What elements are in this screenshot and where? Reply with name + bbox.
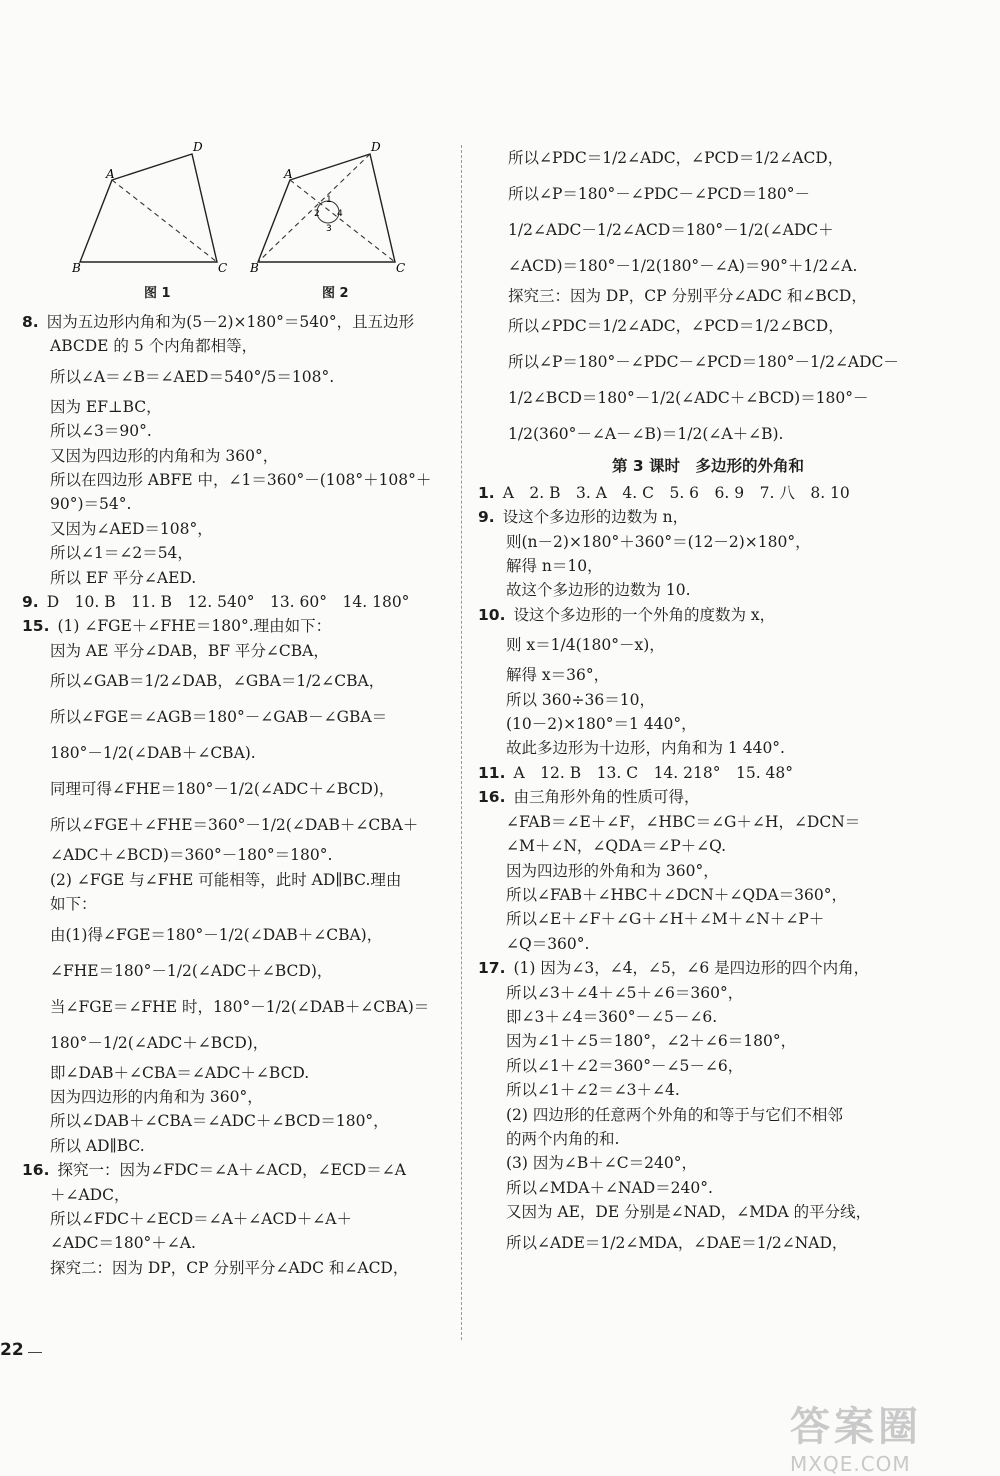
question-line [478,505,898,529]
answer-line [22,917,447,953]
question-line [22,614,447,638]
question-line [478,761,898,785]
question-number: 8. [22,313,39,331]
line-text: 所以∠PDC＝1/2∠ADC，∠PCD＝1/2∠ACD， [508,149,844,167]
answer-line [478,380,898,416]
question-number: 17. [478,959,506,978]
answer-line [478,1054,898,1078]
answer-line [478,554,898,578]
answer-line [22,492,447,516]
answer-line [478,176,898,212]
line-text: 因为 EF⊥BC， [50,397,162,416]
line-text: 90°)＝54°. [50,495,132,514]
answer-line [22,468,447,492]
line-text: 即∠DAB＋∠CBA＝∠ADC＋∠BCD. [50,1063,310,1082]
question-number: 16. [478,788,506,807]
line-text: ABCDE 的 5 个内角都相等， [50,337,258,356]
column-divider [461,145,462,1340]
line-text: (3) 因为∠B＋∠C＝240°， [506,1154,697,1173]
line-text: 如下： [50,895,97,914]
line-text: 所以∠1＋∠2＝360°－∠5－∠6， [506,1056,744,1075]
answer-line [22,843,447,867]
answer-line [22,953,447,989]
answer-line [22,334,447,358]
answer-line [22,359,447,395]
answer-line [22,868,447,892]
line-text: 所以∠PDC＝1/2∠ADC，∠PCD＝1/2∠BCD， [508,317,844,336]
angle-label-3: 3 [326,224,332,234]
line-text: ∠FAB＝∠E＋∠F，∠HBC＝∠G＋∠H，∠DCN＝ [506,812,861,831]
figure-row [22,140,447,310]
answer-line [478,344,898,380]
line-text: 所以∠3＝90°. [50,422,152,441]
answer-line [478,1200,898,1224]
question-number: 1. [478,483,495,502]
answer-line [22,1256,447,1280]
vertex-label-a: A [106,167,115,181]
right-column [478,140,898,1261]
question-line [478,603,898,627]
vertex-label-a: A [284,167,293,181]
question-line [22,1158,447,1182]
line-text: ∠ACD)＝180°－1/2(180°－∠A)＝90°＋1/2∠A. [508,257,858,275]
line-text: D 10. B 11. B 12. 540° 13. 60° 14. 180° [46,593,410,612]
answer-line [22,517,447,541]
answer-line [478,1225,898,1261]
line-text: 即∠3＋∠4＝360°－∠5－∠6. [506,1007,718,1026]
question-number: 9. [22,593,39,612]
line-text: 又因为 AE，DE 分别是∠NAD，∠MDA 的平分线， [506,1203,872,1222]
answer-line [478,663,898,687]
line-text: ∠M＋∠N，∠QDA＝∠P＋∠Q. [506,837,726,856]
answer-line [478,308,898,344]
question-number: 15. [22,617,50,636]
line-text: 解得 n＝10， [506,557,603,576]
line-text: (2) 四边形的任意两个外角的和等于与它们不相邻 [506,1105,843,1124]
answer-line [22,566,447,590]
answer-line [478,981,898,1005]
line-text: 1/2(360°－∠A－∠B)＝1/2(∠A＋∠B). [508,425,784,444]
line-text: 所以∠MDA＋∠NAD＝240°. [506,1178,713,1197]
answer-line [478,1078,898,1102]
line-text: A 12. B 13. C 14. 218° 15. 48° [513,763,794,782]
line-text: 设这个多边形的边数为 n， [502,508,689,527]
vertex-label-c: C [218,261,228,275]
answer-line [478,1005,898,1029]
line-text: 则 x＝1/4(180°－x)， [506,636,665,655]
watermark-url: MXQE.COM [790,1452,911,1476]
section-title: 第 3 课时 多边形的外角和 [611,457,805,476]
answer-line [22,1025,447,1061]
answer-line [22,639,447,663]
answer-line [22,419,447,443]
answer-line [478,883,898,907]
question-line [22,590,447,614]
line-text: 因为∠1＋∠5＝180°，∠2＋∠6＝180°， [506,1032,797,1051]
answer-line [22,541,447,565]
answer-line [22,807,447,843]
line-text: 又因为∠AED＝108°， [50,519,213,538]
answer-line [478,212,898,248]
line-text: 1/2∠BCD＝180°－1/2(∠ADC＋∠BCD)＝180°－ [508,389,869,408]
answer-line [478,627,898,663]
line-text: 180°－1/2(∠DAB＋∠CBA). [50,744,256,763]
line-text: 所以∠P＝180°－∠PDC－∠PCD＝180°－ [508,185,810,203]
line-text: 由(1)得∠FGE＝180°－1/2(∠DAB＋∠CBA)， [50,925,383,944]
line-text: ∠Q＝360°. [506,934,590,953]
line-text: 所以∠1＋∠2＝∠3＋∠4. [506,1081,680,1100]
question-line [478,481,898,505]
answer-line [22,1061,447,1085]
answer-line [22,1134,447,1158]
answer-line [478,530,898,554]
angle-label-4: 4 [337,209,343,219]
answer-line [478,688,898,712]
answer-line [478,284,898,308]
line-text: 1/2∠ADC－1/2∠ACD＝180°－1/2(∠ADC＋ [508,221,834,239]
page-number-dash [28,1352,42,1353]
line-text: 所以∠DAB＋∠CBA＝∠ADC＋∠BCD＝180°， [50,1112,389,1131]
answer-line [22,892,447,916]
vertex-label-b: B [250,261,259,275]
answer-line [478,810,898,834]
line-text: 因为四边形的外角和为 360°， [506,861,719,880]
answer-line [478,859,898,883]
line-text: 所以∠FDC＋∠ECD＝∠A＋∠ACD＋∠A＋ [50,1209,352,1228]
line-text: 所以∠E＋∠F＋∠G＋∠H＋∠M＋∠N＋∠P＋ [506,910,825,929]
answer-line [22,735,447,771]
line-text: 所以∠P＝180°－∠PDC－∠PCD＝180°－1/2∠ADC－ [508,353,899,372]
answer-line [22,444,447,468]
answer-line [22,1109,447,1133]
answer-line [22,1183,447,1207]
watermark-logo: 答案圈 [790,1404,922,1450]
line-text: (1) ∠FGE＋∠FHE＝180°.理由如下： [57,617,332,636]
question-line [478,956,898,980]
line-text: 探究一：因为∠FDC＝∠A＋∠ACD，∠ECD＝∠A [57,1161,406,1180]
line-text: (2) ∠FGE 与∠FHE 可能相等，此时 AD∥BC.理由 [50,870,402,889]
vertex-label-d: D [193,140,203,154]
line-text: 所以∠3＋∠4＋∠5＋∠6＝360°， [506,983,744,1002]
answer-line [478,1029,898,1053]
line-text: 因为 AE 平分∠DAB，BF 平分∠CBA， [50,641,329,660]
line-text: (10－2)×180°＝1 440°， [506,715,697,734]
line-text: 所以∠A＝∠B＝∠AED＝540°/5＝108°. [50,367,335,386]
answer-line [22,1231,447,1255]
answer-line [22,1207,447,1231]
line-text: 所以 AD∥BC. [50,1136,145,1155]
line-text: 所以∠FGE＋∠FHE＝360°－1/2(∠DAB＋∠CBA＋ [50,816,419,835]
figure-1 [72,140,242,301]
answer-line [478,416,898,452]
answer-line [478,1127,898,1151]
line-text: A 2. B 3. A 4. C 5. 6 6. 9 7. 八 8. 10 [502,483,850,502]
question-number: 11. [478,763,506,782]
watermark [790,1395,990,1476]
line-text: 由三角形外角的性质可得， [513,788,700,807]
answer-line [22,989,447,1025]
question-line [478,785,898,809]
figure-1-caption: 图 1 [144,286,171,301]
vertex-label-d: D [371,140,381,154]
figure-2-caption: 图 2 [322,286,349,301]
line-text: (1) 因为∠3，∠4，∠5，∠6 是四边形的四个内角， [513,959,870,978]
line-text: 故此多边形为十边形，内角和为 1 440°. [506,739,785,758]
line-text: ＋∠ADC， [50,1185,130,1204]
answer-line [478,1151,898,1175]
answer-line [478,1176,898,1200]
line-text: 所以∠FGE＝∠AGB＝180°－∠GAB－∠GBA＝ [50,708,388,727]
line-text: 解得 x＝36°， [506,666,610,685]
line-text: 180°－1/2(∠ADC＋∠BCD)， [50,1033,269,1052]
page-number: 22 [0,1340,24,1360]
line-text: ∠FHE＝180°－1/2(∠ADC＋∠BCD)， [50,961,333,980]
vertex-label-b: B [72,261,81,275]
line-text: 故这个多边形的边数为 10. [506,581,691,600]
line-text: 所以 EF 平分∠AED. [50,568,197,587]
answer-line [22,395,447,419]
answer-line [478,932,898,956]
line-text: 探究二：因为 DP，CP 分别平分∠ADC 和∠ACD， [50,1258,409,1277]
quadrilateral-diagonal-diagram [72,140,242,290]
line-text: 所以∠ADE＝1/2∠MDA，∠DAE＝1/2∠NAD， [506,1233,848,1252]
answer-line [478,907,898,931]
answer-line [22,1085,447,1109]
answer-line [478,578,898,602]
line-text: 的两个内角的和. [506,1129,620,1148]
answer-line [22,771,447,807]
figure-2 [250,140,420,301]
vertex-label-c: C [396,261,406,275]
line-text: 设这个多边形的一个外角的度数为 x， [513,605,776,624]
answer-line [478,834,898,858]
line-text: 所以∠GAB＝1/2∠DAB，∠GBA＝1/2∠CBA， [50,672,385,691]
line-text: 所以∠FAB＋∠HBC＋∠DCN＋∠QDA＝360°， [506,885,848,904]
answer-line [478,1103,898,1127]
question-number: 9. [478,508,495,527]
line-text: ∠ADC＋∠BCD)＝360°－180°＝180°. [50,846,333,865]
line-text: 因为四边形的内角和为 360°， [50,1087,263,1106]
line-text: 所以在四边形 ABFE 中，∠1＝360°－(108°＋108°＋ [50,471,432,490]
question-number: 16. [22,1161,50,1180]
answer-line [22,699,447,735]
left-column [22,140,447,1280]
angle-label-2: 2 [314,209,320,219]
answer-line [22,663,447,699]
answer-line [478,248,898,284]
question-line [22,310,447,334]
answer-line [478,140,898,176]
line-text: 因为五边形内角和为(5－2)×180°＝540°，且五边形 [46,313,415,331]
line-text: 当∠FGE＝∠FHE 时，180°－1/2(∠DAB＋∠CBA)＝ [50,997,430,1016]
line-text: 探究三：因为 DP，CP 分别平分∠ADC 和∠BCD， [508,287,867,305]
answer-line [478,736,898,760]
line-text: 则(n－2)×180°＋360°＝(12－2)×180°， [506,532,811,551]
line-text: 所以∠1＝∠2＝54， [50,544,193,563]
question-number: 10. [478,605,506,624]
line-text: ∠ADC＝180°＋∠A. [50,1234,196,1253]
line-text: 同理可得∠FHE＝180°－1/2(∠ADC＋∠BCD)， [50,780,395,799]
answer-line [478,712,898,736]
quadrilateral-two-diagonals-diagram [250,140,420,290]
line-text: 所以 360÷36＝10， [506,690,655,709]
angle-label-1: 1 [326,195,332,205]
line-text: 又因为四边形的内角和为 360°， [50,446,279,465]
